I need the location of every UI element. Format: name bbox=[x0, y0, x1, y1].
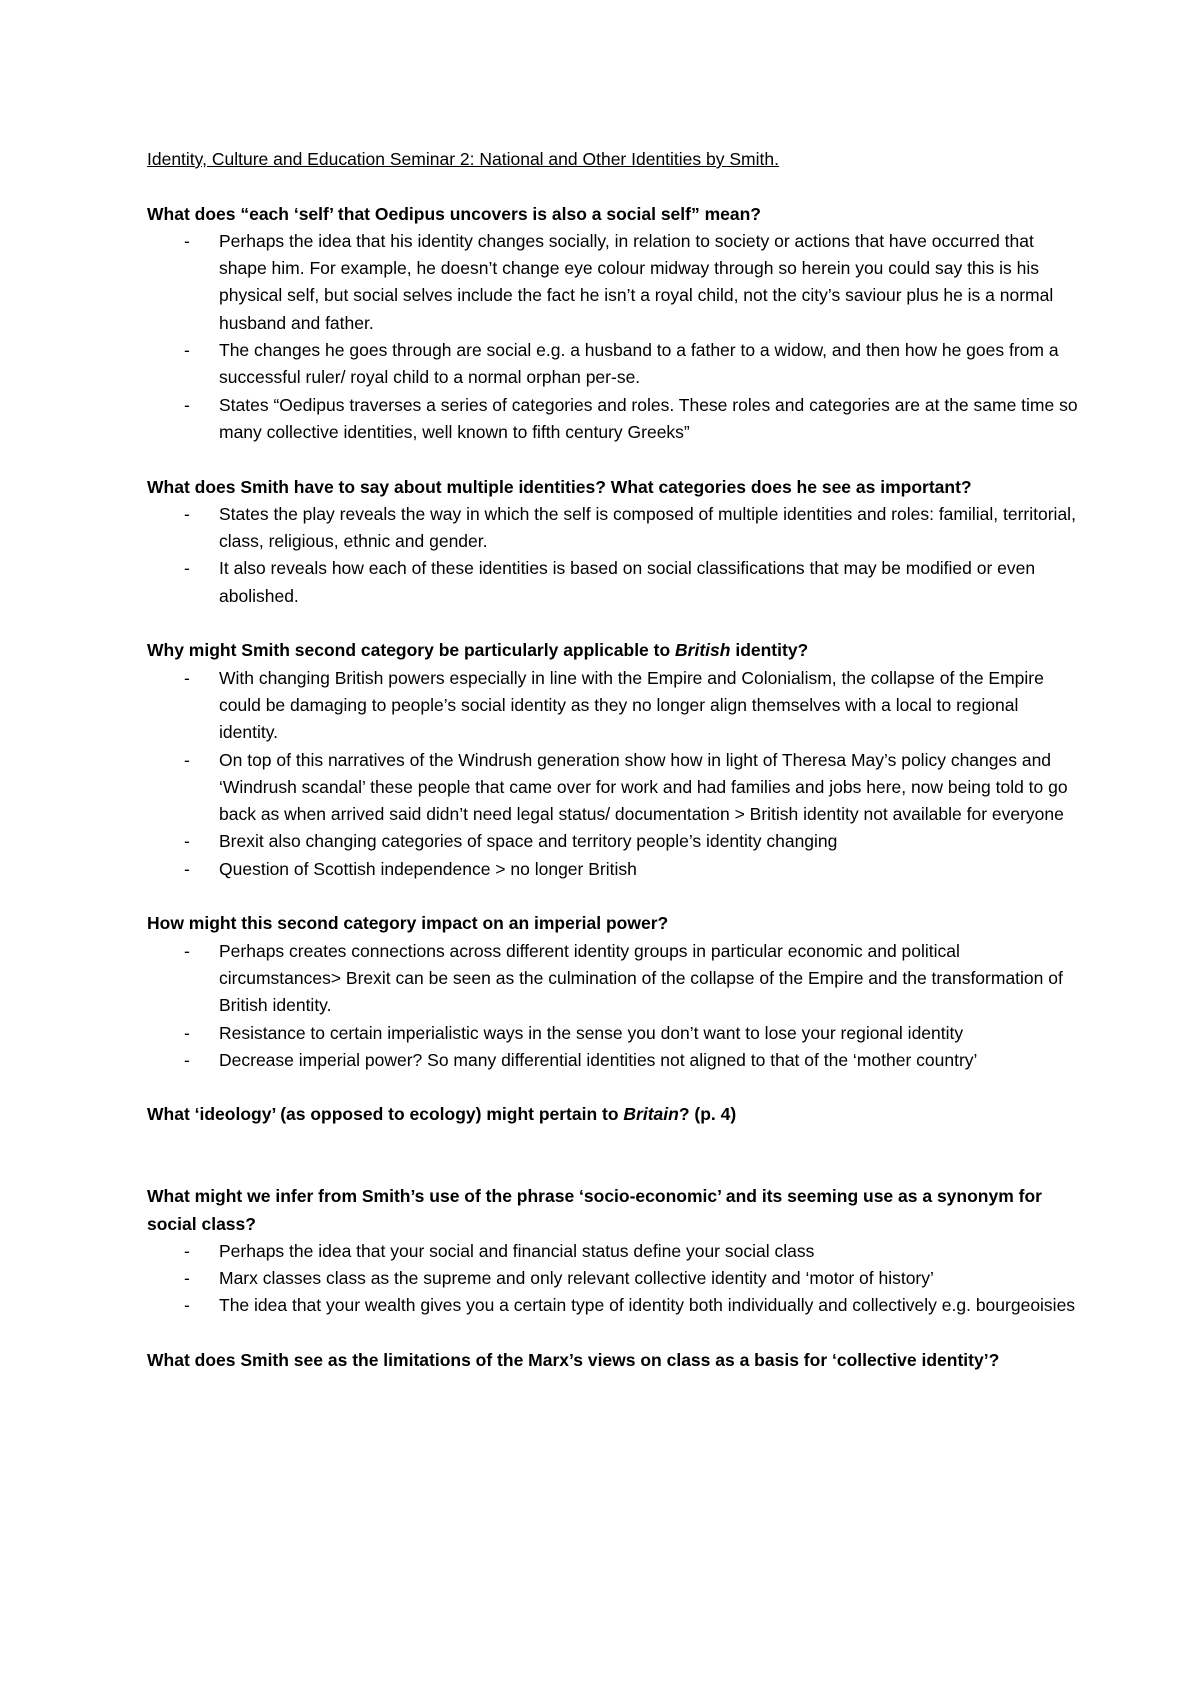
question-section bbox=[147, 1183, 1080, 1319]
answer-item bbox=[147, 501, 1080, 556]
question-section bbox=[147, 201, 1080, 447]
answer-list bbox=[147, 501, 1080, 610]
question-emphasis: Britain bbox=[623, 1104, 679, 1125]
question-heading: Why might Smith second category be particularly applicable to British identity? bbox=[147, 640, 809, 661]
answer-list bbox=[147, 1238, 1080, 1320]
answer-text: With changing British powers especially in line with the Empire and Colonialism, the collapse of the Empire could be damaging to people’s social identity as they no longer align themselves with a local to regional identity. bbox=[219, 667, 1044, 743]
bullet-dash: - bbox=[184, 858, 190, 879]
answer-item bbox=[147, 392, 1080, 447]
answer-text: Perhaps the idea that your social and financial status define your social class bbox=[219, 1240, 815, 1261]
question-heading: What might we infer from Smith’s use of the phrase ‘socio-economic’ and its seeming use as a synonym for social class? bbox=[147, 1186, 1042, 1234]
question-section bbox=[147, 1101, 1080, 1156]
bullet-dash: - bbox=[184, 1049, 190, 1070]
answer-list bbox=[147, 228, 1080, 446]
answer-text: Brexit also changing categories of space and territory people’s identity changing bbox=[219, 831, 838, 852]
answer-item bbox=[147, 938, 1080, 1020]
answer-item bbox=[147, 1292, 1080, 1319]
answer-text: Marx classes class as the supreme and only relevant collective identity and ‘motor of history’ bbox=[219, 1268, 934, 1289]
bullet-dash: - bbox=[184, 230, 190, 251]
bullet-dash: - bbox=[184, 667, 190, 688]
answer-text: Question of Scottish independence > no longer British bbox=[219, 858, 637, 879]
bullet-dash: - bbox=[184, 558, 190, 579]
question-emphasis: British bbox=[675, 640, 731, 661]
answer-text: The changes he goes through are social e.g. a husband to a father to a widow, and then how he goes from a successful ruler/ royal child to a normal orphan per-se. bbox=[219, 340, 1059, 388]
answer-item bbox=[147, 1047, 1080, 1074]
answer-text: It also reveals how each of these identities is based on social classifications that may be modified or even abolished. bbox=[219, 558, 1036, 606]
bullet-dash: - bbox=[184, 394, 190, 415]
answer-item bbox=[147, 1020, 1080, 1047]
answer-item bbox=[147, 337, 1080, 392]
answer-text: Resistance to certain imperialistic ways in the sense you don’t want to lose your regional identity bbox=[219, 1022, 964, 1043]
bullet-dash: - bbox=[184, 1268, 190, 1289]
answer-item bbox=[147, 665, 1080, 747]
bullet-dash: - bbox=[184, 1022, 190, 1043]
question-heading: What does Smith see as the limitations of the Marx’s views on class as a basis for ‘collective identity’? bbox=[147, 1350, 1000, 1371]
bullet-dash: - bbox=[184, 831, 190, 852]
blank-space bbox=[147, 1129, 1080, 1156]
answer-item bbox=[147, 1238, 1080, 1265]
question-section bbox=[147, 1347, 1080, 1374]
question-section bbox=[147, 910, 1080, 1074]
bullet-dash: - bbox=[184, 1240, 190, 1261]
bullet-dash: - bbox=[184, 503, 190, 524]
answer-text: States “Oedipus traverses a series of categories and roles. These roles and categories are at the same time so many collective identities, well known to fifth century Greeks” bbox=[219, 394, 1078, 442]
bullet-dash: - bbox=[184, 940, 190, 961]
answer-text: Decrease imperial power? So many differential identities not aligned to that of the ‘mother country’ bbox=[219, 1049, 978, 1070]
question-heading: What ‘ideology’ (as opposed to ecology) might pertain to Britain? (p. 4) bbox=[147, 1104, 737, 1125]
answer-list bbox=[147, 938, 1080, 1074]
question-heading: How might this second category impact on an imperial power? bbox=[147, 913, 669, 934]
answer-text: Perhaps creates connections across different identity groups in particular economic and political circumstances> Brexit can be seen as the culmination of the collapse of the Empire and the transformation of British identity. bbox=[219, 940, 1063, 1016]
answer-text: The idea that your wealth gives you a certain type of identity both individually and collectively e.g. bourgeoisies bbox=[219, 1295, 1076, 1316]
answer-list bbox=[147, 665, 1080, 883]
question-section bbox=[147, 637, 1080, 883]
answer-item bbox=[147, 228, 1080, 337]
answer-item bbox=[147, 1265, 1080, 1292]
bullet-dash: - bbox=[184, 1295, 190, 1316]
answer-text: States the play reveals the way in which the self is composed of multiple identities and roles: familial, territorial, class, religious, ethnic and gender. bbox=[219, 503, 1076, 552]
bullet-dash: - bbox=[184, 749, 190, 770]
answer-item bbox=[147, 555, 1080, 610]
answer-text: On top of this narratives of the Windrush generation show how in light of Theresa May’s policy changes and ‘Windrush scandal’ these people that came over for work and had families and jobs here, now being told to go back as when arrived said didn’t need legal status/ documentation > British identity not available for everyone bbox=[219, 749, 1068, 825]
answer-text: Perhaps the idea that his identity changes socially, in relation to society or actions that have occurred that shape him. For example, he doesn’t change eye colour midway through so herein you could say this is his physical self, but social selves include the fact he isn’t a royal child, not the city’s saviour plus he is a normal husband and father. bbox=[219, 230, 1054, 333]
answer-item bbox=[147, 747, 1080, 829]
document-title: Identity, Culture and Education Seminar 2: National and Other Identities by Smith. bbox=[147, 149, 779, 169]
question-section bbox=[147, 474, 1080, 610]
answer-item bbox=[147, 828, 1080, 855]
answer-item bbox=[147, 856, 1080, 883]
bullet-dash: - bbox=[184, 340, 190, 361]
question-heading: What does “each ‘self’ that Oedipus uncovers is also a social self” mean? bbox=[147, 203, 761, 224]
question-heading: What does Smith have to say about multiple identities? What categories does he see as important? bbox=[147, 476, 972, 497]
